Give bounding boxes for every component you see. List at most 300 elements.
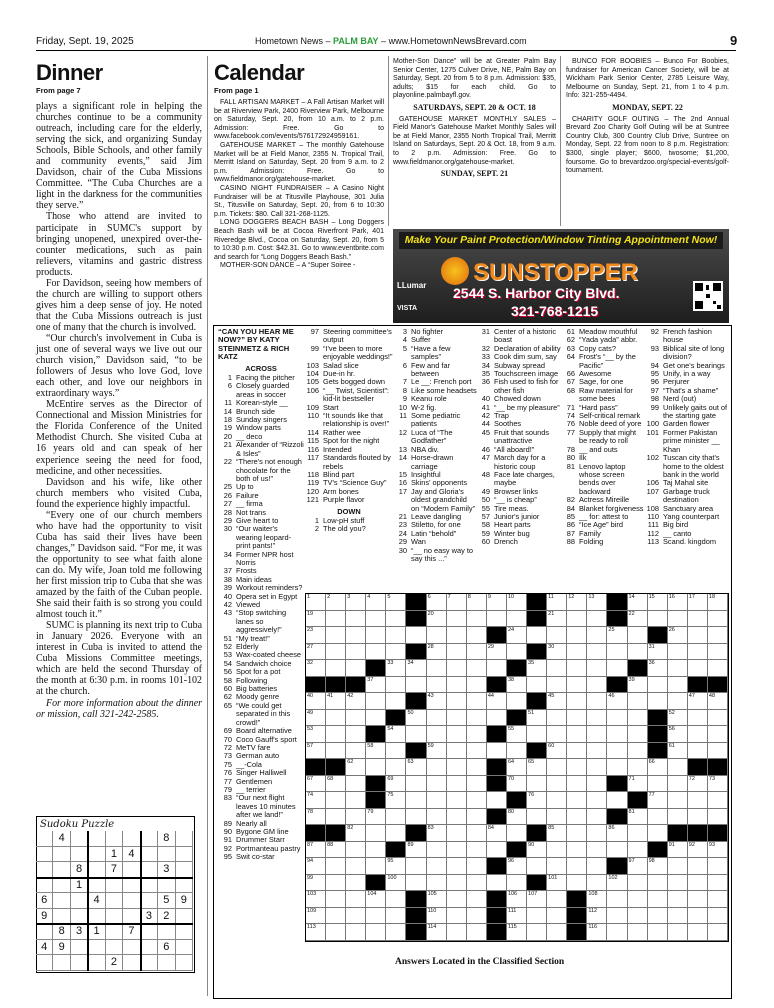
- crossword-cell[interactable]: [547, 759, 567, 776]
- crossword-cell[interactable]: [326, 710, 346, 727]
- crossword-cell[interactable]: [527, 858, 547, 875]
- crossword-cell[interactable]: [688, 726, 708, 743]
- crossword-cell[interactable]: [628, 759, 648, 776]
- crossword-cell[interactable]: [467, 842, 487, 859]
- crossword-cell[interactable]: [587, 611, 607, 628]
- crossword-cell[interactable]: [427, 908, 447, 925]
- sudoku-cell[interactable]: [71, 955, 88, 971]
- crossword-cell[interactable]: [688, 776, 708, 793]
- crossword-cell[interactable]: [688, 891, 708, 908]
- crossword-cell[interactable]: [628, 726, 648, 743]
- crossword-cell[interactable]: [628, 611, 648, 628]
- crossword-cell[interactable]: [507, 726, 527, 743]
- crossword-cell[interactable]: [547, 842, 567, 859]
- crossword-cell[interactable]: [366, 710, 386, 727]
- crossword-cell[interactable]: [607, 842, 627, 859]
- crossword-cell[interactable]: [648, 891, 668, 908]
- crossword-cell[interactable]: [366, 858, 386, 875]
- crossword-cell[interactable]: [688, 792, 708, 809]
- crossword-cell[interactable]: [688, 644, 708, 661]
- crossword-cell[interactable]: [547, 809, 567, 826]
- crossword-cell[interactable]: [607, 627, 627, 644]
- crossword-cell[interactable]: [427, 693, 447, 710]
- crossword-cell[interactable]: [406, 792, 426, 809]
- sudoku-cell[interactable]: 9: [36, 909, 53, 925]
- crossword-cell[interactable]: [547, 825, 567, 842]
- crossword-cell[interactable]: [447, 809, 467, 826]
- crossword-cell[interactable]: [708, 809, 728, 826]
- sudoku-cell[interactable]: 2: [158, 909, 175, 925]
- crossword-cell[interactable]: [628, 924, 648, 941]
- crossword-cell[interactable]: [326, 627, 346, 644]
- crossword-cell[interactable]: [668, 644, 688, 661]
- crossword-cell[interactable]: [366, 594, 386, 611]
- crossword-cell[interactable]: [427, 891, 447, 908]
- crossword-cell[interactable]: [386, 809, 406, 826]
- sudoku-cell[interactable]: 7: [123, 924, 140, 940]
- sudoku-cell[interactable]: [53, 893, 70, 909]
- sudoku-cell[interactable]: [123, 955, 140, 971]
- crossword-cell[interactable]: [467, 908, 487, 925]
- crossword-cell[interactable]: [587, 594, 607, 611]
- crossword-cell[interactable]: [306, 776, 326, 793]
- crossword-cell[interactable]: [668, 858, 688, 875]
- crossword-cell[interactable]: [507, 908, 527, 925]
- crossword-cell[interactable]: [346, 710, 366, 727]
- crossword-cell[interactable]: [427, 809, 447, 826]
- crossword-cell[interactable]: [487, 792, 507, 809]
- crossword-cell[interactable]: [346, 759, 366, 776]
- crossword-cell[interactable]: [447, 627, 467, 644]
- crossword-cell[interactable]: [467, 809, 487, 826]
- crossword-cell[interactable]: [507, 809, 527, 826]
- crossword-cell[interactable]: [326, 644, 346, 661]
- crossword-cell[interactable]: [306, 809, 326, 826]
- crossword-cell[interactable]: [507, 891, 527, 908]
- crossword-cell[interactable]: [467, 594, 487, 611]
- crossword-cell[interactable]: [427, 644, 447, 661]
- crossword-cell[interactable]: [326, 809, 346, 826]
- crossword-cell[interactable]: [507, 693, 527, 710]
- crossword-cell[interactable]: [527, 759, 547, 776]
- crossword-cell[interactable]: [386, 792, 406, 809]
- crossword-cell[interactable]: [648, 875, 668, 892]
- crossword-cell[interactable]: [587, 644, 607, 661]
- sudoku-cell[interactable]: [176, 847, 193, 863]
- crossword-cell[interactable]: [427, 627, 447, 644]
- sudoku-cell[interactable]: [106, 878, 123, 894]
- crossword-cell[interactable]: [306, 891, 326, 908]
- crossword-cell[interactable]: [326, 726, 346, 743]
- crossword-cell[interactable]: [427, 759, 447, 776]
- crossword-cell[interactable]: [366, 908, 386, 925]
- crossword-cell[interactable]: [386, 875, 406, 892]
- crossword-cell[interactable]: [306, 908, 326, 925]
- sudoku-cell[interactable]: 1: [88, 924, 105, 940]
- crossword-cell[interactable]: [406, 875, 426, 892]
- crossword-cell[interactable]: [648, 660, 668, 677]
- crossword-cell[interactable]: [587, 809, 607, 826]
- crossword-cell[interactable]: [708, 594, 728, 611]
- crossword-cell[interactable]: [507, 611, 527, 628]
- crossword-cell[interactable]: [587, 726, 607, 743]
- crossword-cell[interactable]: [607, 726, 627, 743]
- crossword-cell[interactable]: [547, 792, 567, 809]
- crossword-cell[interactable]: [467, 924, 487, 941]
- crossword-cell[interactable]: [326, 611, 346, 628]
- crossword-cell[interactable]: [668, 842, 688, 859]
- crossword-cell[interactable]: [507, 743, 527, 760]
- crossword-cell[interactable]: [708, 924, 728, 941]
- sudoku-cell[interactable]: [123, 831, 140, 847]
- crossword-cell[interactable]: [366, 924, 386, 941]
- crossword-cell[interactable]: [406, 858, 426, 875]
- crossword-cell[interactable]: [487, 644, 507, 661]
- crossword-cell[interactable]: [366, 611, 386, 628]
- crossword-cell[interactable]: [366, 825, 386, 842]
- crossword-cell[interactable]: [447, 726, 467, 743]
- sudoku-cell[interactable]: [141, 847, 158, 863]
- crossword-cell[interactable]: [386, 743, 406, 760]
- crossword-cell[interactable]: [547, 924, 567, 941]
- crossword-cell[interactable]: [648, 924, 668, 941]
- crossword-cell[interactable]: [507, 644, 527, 661]
- crossword-cell[interactable]: [668, 677, 688, 694]
- crossword-cell[interactable]: [346, 825, 366, 842]
- crossword-cell[interactable]: [708, 726, 728, 743]
- sudoku-cell[interactable]: [88, 955, 105, 971]
- crossword-cell[interactable]: [467, 660, 487, 677]
- crossword-cell[interactable]: [386, 693, 406, 710]
- crossword-cell[interactable]: [447, 891, 467, 908]
- crossword-cell[interactable]: [607, 660, 627, 677]
- crossword-cell[interactable]: [587, 759, 607, 776]
- crossword-cell[interactable]: [427, 743, 447, 760]
- sudoku-cell[interactable]: [141, 831, 158, 847]
- crossword-cell[interactable]: [507, 677, 527, 694]
- crossword-cell[interactable]: [607, 792, 627, 809]
- crossword-cell[interactable]: [366, 693, 386, 710]
- crossword-cell[interactable]: [567, 627, 587, 644]
- crossword-cell[interactable]: [306, 924, 326, 941]
- sudoku-cell[interactable]: [71, 847, 88, 863]
- crossword-cell[interactable]: [527, 842, 547, 859]
- crossword-cell[interactable]: [507, 825, 527, 842]
- crossword-cell[interactable]: [708, 627, 728, 644]
- sudoku-cell[interactable]: [71, 831, 88, 847]
- crossword-cell[interactable]: [708, 792, 728, 809]
- crossword-cell[interactable]: [708, 644, 728, 661]
- crossword-cell[interactable]: [607, 924, 627, 941]
- crossword-cell[interactable]: [386, 660, 406, 677]
- crossword-cell[interactable]: [668, 908, 688, 925]
- crossword-cell[interactable]: [487, 743, 507, 760]
- crossword-cell[interactable]: [567, 776, 587, 793]
- crossword-cell[interactable]: [467, 759, 487, 776]
- sudoku-cell[interactable]: [123, 893, 140, 909]
- sudoku-cell[interactable]: [176, 862, 193, 878]
- sudoku-cell[interactable]: [106, 940, 123, 956]
- crossword-cell[interactable]: [406, 776, 426, 793]
- crossword-cell[interactable]: [427, 858, 447, 875]
- crossword-cell[interactable]: [427, 677, 447, 694]
- crossword-cell[interactable]: [447, 594, 467, 611]
- crossword-cell[interactable]: [507, 759, 527, 776]
- crossword-cell[interactable]: [467, 792, 487, 809]
- crossword-cell[interactable]: [587, 693, 607, 710]
- crossword-cell[interactable]: [366, 891, 386, 908]
- crossword-cell[interactable]: [648, 776, 668, 793]
- sudoku-cell[interactable]: 8: [71, 862, 88, 878]
- crossword-cell[interactable]: [567, 875, 587, 892]
- crossword-cell[interactable]: [628, 908, 648, 925]
- crossword-cell[interactable]: [648, 611, 668, 628]
- crossword-cell[interactable]: [668, 594, 688, 611]
- crossword-cell[interactable]: [366, 809, 386, 826]
- crossword-cell[interactable]: [648, 858, 668, 875]
- crossword-cell[interactable]: [708, 908, 728, 925]
- crossword-cell[interactable]: [447, 710, 467, 727]
- sudoku-cell[interactable]: [106, 831, 123, 847]
- crossword-cell[interactable]: [326, 743, 346, 760]
- crossword-cell[interactable]: [587, 924, 607, 941]
- crossword-cell[interactable]: [326, 908, 346, 925]
- crossword-cell[interactable]: [467, 693, 487, 710]
- crossword-cell[interactable]: [326, 891, 346, 908]
- crossword-cell[interactable]: [668, 759, 688, 776]
- crossword-cell[interactable]: [688, 594, 708, 611]
- crossword-cell[interactable]: [648, 792, 668, 809]
- crossword-cell[interactable]: [587, 776, 607, 793]
- crossword-cell[interactable]: [688, 858, 708, 875]
- crossword-cell[interactable]: [406, 627, 426, 644]
- crossword-cell[interactable]: [668, 743, 688, 760]
- crossword-cell[interactable]: [547, 594, 567, 611]
- crossword-cell[interactable]: [346, 858, 366, 875]
- crossword-cell[interactable]: [467, 726, 487, 743]
- crossword-cell[interactable]: [567, 743, 587, 760]
- crossword-cell[interactable]: [326, 693, 346, 710]
- crossword-cell[interactable]: [447, 611, 467, 628]
- crossword-cell[interactable]: [547, 710, 567, 727]
- sudoku-cell[interactable]: 9: [53, 940, 70, 956]
- crossword-cell[interactable]: [427, 594, 447, 611]
- crossword-cell[interactable]: [326, 858, 346, 875]
- sudoku-cell[interactable]: [158, 955, 175, 971]
- sudoku-cell[interactable]: [106, 924, 123, 940]
- crossword-cell[interactable]: [487, 825, 507, 842]
- sudoku-cell[interactable]: 5: [158, 893, 175, 909]
- crossword-cell[interactable]: [567, 825, 587, 842]
- crossword-cell[interactable]: [567, 858, 587, 875]
- crossword-cell[interactable]: [386, 611, 406, 628]
- sudoku-cell[interactable]: 4: [88, 893, 105, 909]
- crossword-cell[interactable]: [306, 710, 326, 727]
- crossword-cell[interactable]: [527, 776, 547, 793]
- crossword-cell[interactable]: [386, 644, 406, 661]
- crossword-cell[interactable]: [346, 693, 366, 710]
- sudoku-cell[interactable]: 6: [36, 893, 53, 909]
- crossword-cell[interactable]: [708, 875, 728, 892]
- crossword-cell[interactable]: [547, 644, 567, 661]
- crossword-cell[interactable]: [547, 627, 567, 644]
- crossword-cell[interactable]: [366, 627, 386, 644]
- crossword-cell[interactable]: [648, 759, 668, 776]
- crossword-cell[interactable]: [366, 677, 386, 694]
- crossword-cell[interactable]: [427, 875, 447, 892]
- crossword-cell[interactable]: [668, 776, 688, 793]
- crossword-cell[interactable]: [487, 693, 507, 710]
- crossword-cell[interactable]: [406, 726, 426, 743]
- crossword-cell[interactable]: [447, 908, 467, 925]
- sudoku-cell[interactable]: [158, 924, 175, 940]
- crossword-cell[interactable]: [587, 792, 607, 809]
- crossword-cell[interactable]: [346, 660, 366, 677]
- crossword-cell[interactable]: [386, 776, 406, 793]
- crossword-cell[interactable]: [668, 875, 688, 892]
- sudoku-cell[interactable]: [88, 940, 105, 956]
- crossword-cell[interactable]: [447, 693, 467, 710]
- crossword-cell[interactable]: [346, 743, 366, 760]
- sudoku-cell[interactable]: [158, 847, 175, 863]
- crossword-cell[interactable]: [346, 891, 366, 908]
- crossword-cell[interactable]: [467, 677, 487, 694]
- crossword-cell[interactable]: [648, 908, 668, 925]
- crossword-cell[interactable]: [527, 809, 547, 826]
- crossword-cell[interactable]: [507, 858, 527, 875]
- crossword-cell[interactable]: [306, 858, 326, 875]
- crossword-cell[interactable]: [688, 924, 708, 941]
- crossword-cell[interactable]: [346, 611, 366, 628]
- crossword-cell[interactable]: [326, 594, 346, 611]
- sudoku-cell[interactable]: 7: [106, 862, 123, 878]
- crossword-cell[interactable]: [688, 710, 708, 727]
- crossword-cell[interactable]: [628, 875, 648, 892]
- crossword-cell[interactable]: [708, 693, 728, 710]
- crossword-cell[interactable]: [607, 891, 627, 908]
- crossword-cell[interactable]: [467, 825, 487, 842]
- crossword-cell[interactable]: [467, 627, 487, 644]
- crossword-cell[interactable]: [306, 644, 326, 661]
- crossword-cell[interactable]: [648, 644, 668, 661]
- sudoku-cell[interactable]: [88, 909, 105, 925]
- crossword-cell[interactable]: [306, 743, 326, 760]
- crossword-cell[interactable]: [688, 743, 708, 760]
- crossword-cell[interactable]: [447, 858, 467, 875]
- sudoku-cell[interactable]: [88, 847, 105, 863]
- crossword-cell[interactable]: [527, 726, 547, 743]
- crossword-cell[interactable]: [467, 858, 487, 875]
- crossword-cell[interactable]: [406, 710, 426, 727]
- crossword-cell[interactable]: [406, 842, 426, 859]
- sudoku-cell[interactable]: [141, 878, 158, 894]
- crossword-cell[interactable]: [306, 693, 326, 710]
- crossword-cell[interactable]: [708, 710, 728, 727]
- crossword-cell[interactable]: [688, 842, 708, 859]
- sudoku-cell[interactable]: [141, 940, 158, 956]
- crossword-cell[interactable]: [507, 875, 527, 892]
- crossword-cell[interactable]: [567, 759, 587, 776]
- sudoku-cell[interactable]: [36, 955, 53, 971]
- crossword-cell[interactable]: [668, 693, 688, 710]
- crossword-cell[interactable]: [386, 858, 406, 875]
- crossword-cell[interactable]: [386, 726, 406, 743]
- crossword-cell[interactable]: [607, 693, 627, 710]
- sudoku-cell[interactable]: 1: [71, 878, 88, 894]
- crossword-cell[interactable]: [628, 644, 648, 661]
- sudoku-cell[interactable]: [176, 940, 193, 956]
- crossword-cell[interactable]: [668, 792, 688, 809]
- sudoku-cell[interactable]: [71, 940, 88, 956]
- crossword-cell[interactable]: [386, 677, 406, 694]
- crossword-cell[interactable]: [386, 825, 406, 842]
- crossword-cell[interactable]: [326, 660, 346, 677]
- crossword-cell[interactable]: [427, 924, 447, 941]
- sudoku-cell[interactable]: [176, 955, 193, 971]
- crossword-cell[interactable]: [547, 743, 567, 760]
- crossword-cell[interactable]: [447, 759, 467, 776]
- crossword-cell[interactable]: [507, 594, 527, 611]
- crossword-cell[interactable]: [527, 660, 547, 677]
- crossword-cell[interactable]: [547, 891, 567, 908]
- sudoku-cell[interactable]: 2: [106, 955, 123, 971]
- sudoku-cell[interactable]: [53, 955, 70, 971]
- crossword-cell[interactable]: [306, 792, 326, 809]
- crossword-cell[interactable]: [668, 627, 688, 644]
- crossword-cell[interactable]: [628, 809, 648, 826]
- crossword-cell[interactable]: [447, 644, 467, 661]
- crossword-cell[interactable]: [648, 825, 668, 842]
- crossword-cell[interactable]: [547, 693, 567, 710]
- sudoku-cell[interactable]: [71, 909, 88, 925]
- crossword-cell[interactable]: [467, 891, 487, 908]
- crossword-cell[interactable]: [567, 594, 587, 611]
- crossword-cell[interactable]: [688, 908, 708, 925]
- crossword-cell[interactable]: [346, 627, 366, 644]
- crossword-cell[interactable]: [346, 875, 366, 892]
- crossword-cell[interactable]: [306, 842, 326, 859]
- crossword-cell[interactable]: [487, 660, 507, 677]
- crossword-cell[interactable]: [427, 842, 447, 859]
- crossword-cell[interactable]: [326, 924, 346, 941]
- crossword-cell[interactable]: [668, 726, 688, 743]
- crossword-cell[interactable]: [306, 726, 326, 743]
- sudoku-cell[interactable]: [53, 847, 70, 863]
- crossword-cell[interactable]: [346, 924, 366, 941]
- crossword-cell[interactable]: [527, 924, 547, 941]
- crossword-cell[interactable]: [708, 611, 728, 628]
- crossword-cell[interactable]: [427, 776, 447, 793]
- crossword-cell[interactable]: [447, 842, 467, 859]
- crossword-cell[interactable]: [628, 693, 648, 710]
- crossword-cell[interactable]: [346, 809, 366, 826]
- crossword-cell[interactable]: [547, 677, 567, 694]
- crossword-cell[interactable]: [648, 594, 668, 611]
- crossword-cell[interactable]: [668, 891, 688, 908]
- crossword-cell[interactable]: [628, 858, 648, 875]
- sudoku-cell[interactable]: [36, 831, 53, 847]
- crossword-cell[interactable]: [547, 726, 567, 743]
- crossword-cell[interactable]: [467, 710, 487, 727]
- crossword-cell[interactable]: [427, 611, 447, 628]
- crossword-cell[interactable]: [487, 842, 507, 859]
- crossword-cell[interactable]: [567, 660, 587, 677]
- sudoku-cell[interactable]: [53, 878, 70, 894]
- sudoku-cell[interactable]: [36, 862, 53, 878]
- crossword-cell[interactable]: [708, 776, 728, 793]
- crossword-cell[interactable]: [507, 924, 527, 941]
- crossword-cell[interactable]: [306, 611, 326, 628]
